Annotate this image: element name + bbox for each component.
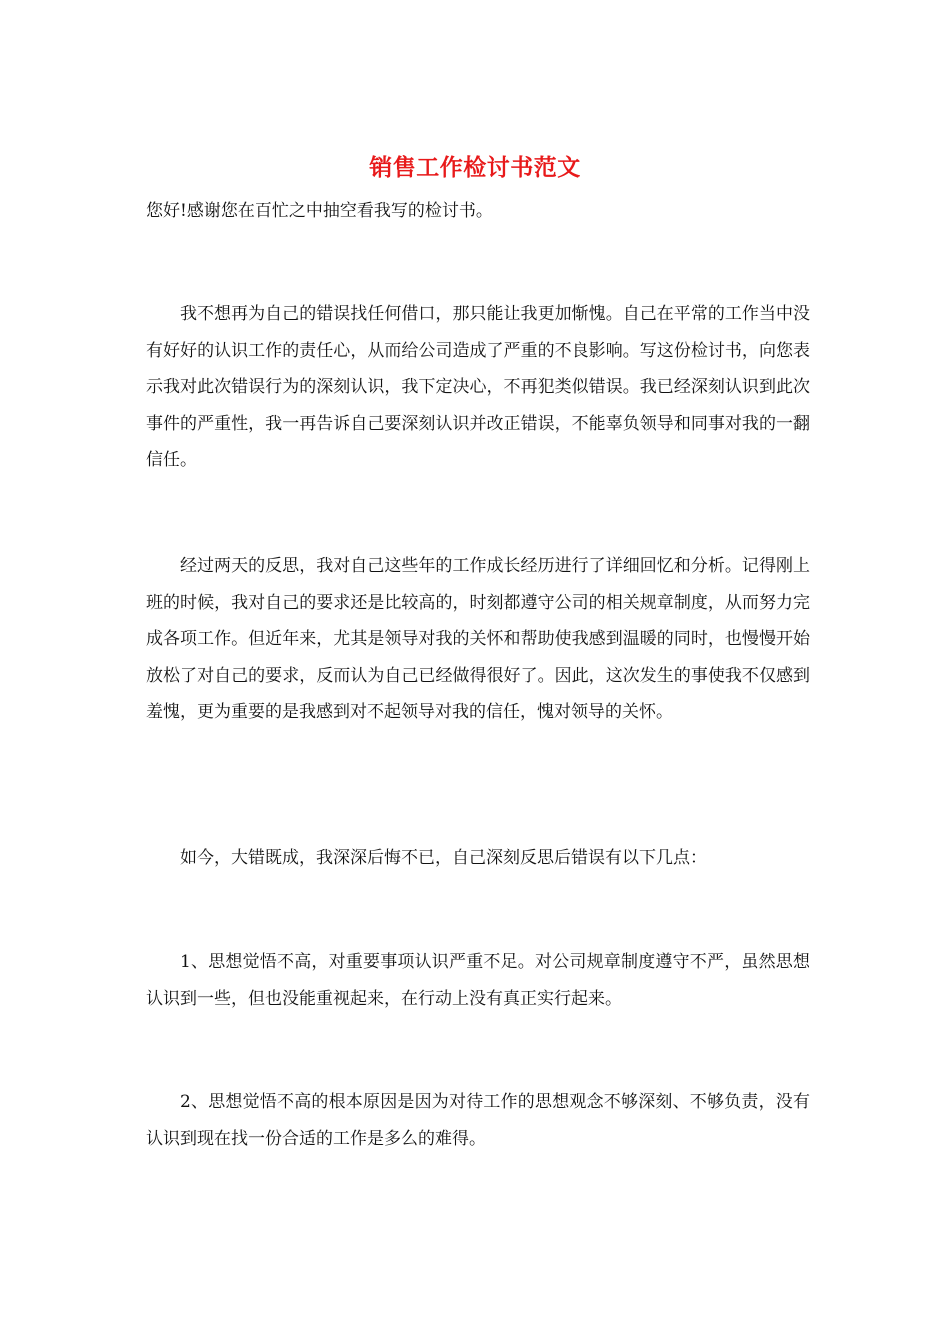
document-title: 销售工作检讨书范文 — [369, 154, 581, 181]
paragraph-apology: 我不想再为自己的错误找任何借口，那只能让我更加惭愧。自己在平常的工作当中没有好好的认识工作的责任心，从而给公司造成了严重的不良影响。写这份检讨书，向您表示我对此次错误行为的深刻认识，我下定决心，不再犯类似错误。我已经深刻认识到此次事件的严重性，我一再告诉自己要深刻认识并改正错误，不能辜负领导和同事对我的一翻信任。 — [146, 304, 810, 470]
paragraph-reflection: 经过两天的反思，我对自己这些年的工作成长经历进行了详细回忆和分析。记得刚上班的时候，我对自己的要求还是比较高的，时刻都遵守公司的相关规章制度，从而努力完成各项工作。但近年来，尤其是领导对我的关怀和帮助使我感到温暖的同时，也慢慢开始放松了对自己的要求，反而认为自己已经做得很好了。因此，这次发生的事使我不仅感到羞愧，更为重要的是我感到对不起领导对我的信任，愧对领导的关怀。 — [146, 556, 810, 722]
greeting-line: 您好!感谢您在百忙之中抽空看我写的检讨书。 — [146, 201, 493, 221]
paragraph-intro-points: 如今，大错既成，我深深后悔不已，自己深刻反思后错误有以下几点： — [180, 848, 707, 868]
paragraph-point-2: 2、思想觉悟不高的根本原因是因为对待工作的思想观念不够深刻、不够负责，没有认识到现在找一份合适的工作是多么的难得。 — [146, 1092, 810, 1149]
paragraph-point-1: 1、思想觉悟不高，对重要事项认识严重不足。对公司规章制度遵守不严，虽然思想认识到一些，但也没能重视起来，在行动上没有真正实行起来。 — [146, 952, 810, 1009]
